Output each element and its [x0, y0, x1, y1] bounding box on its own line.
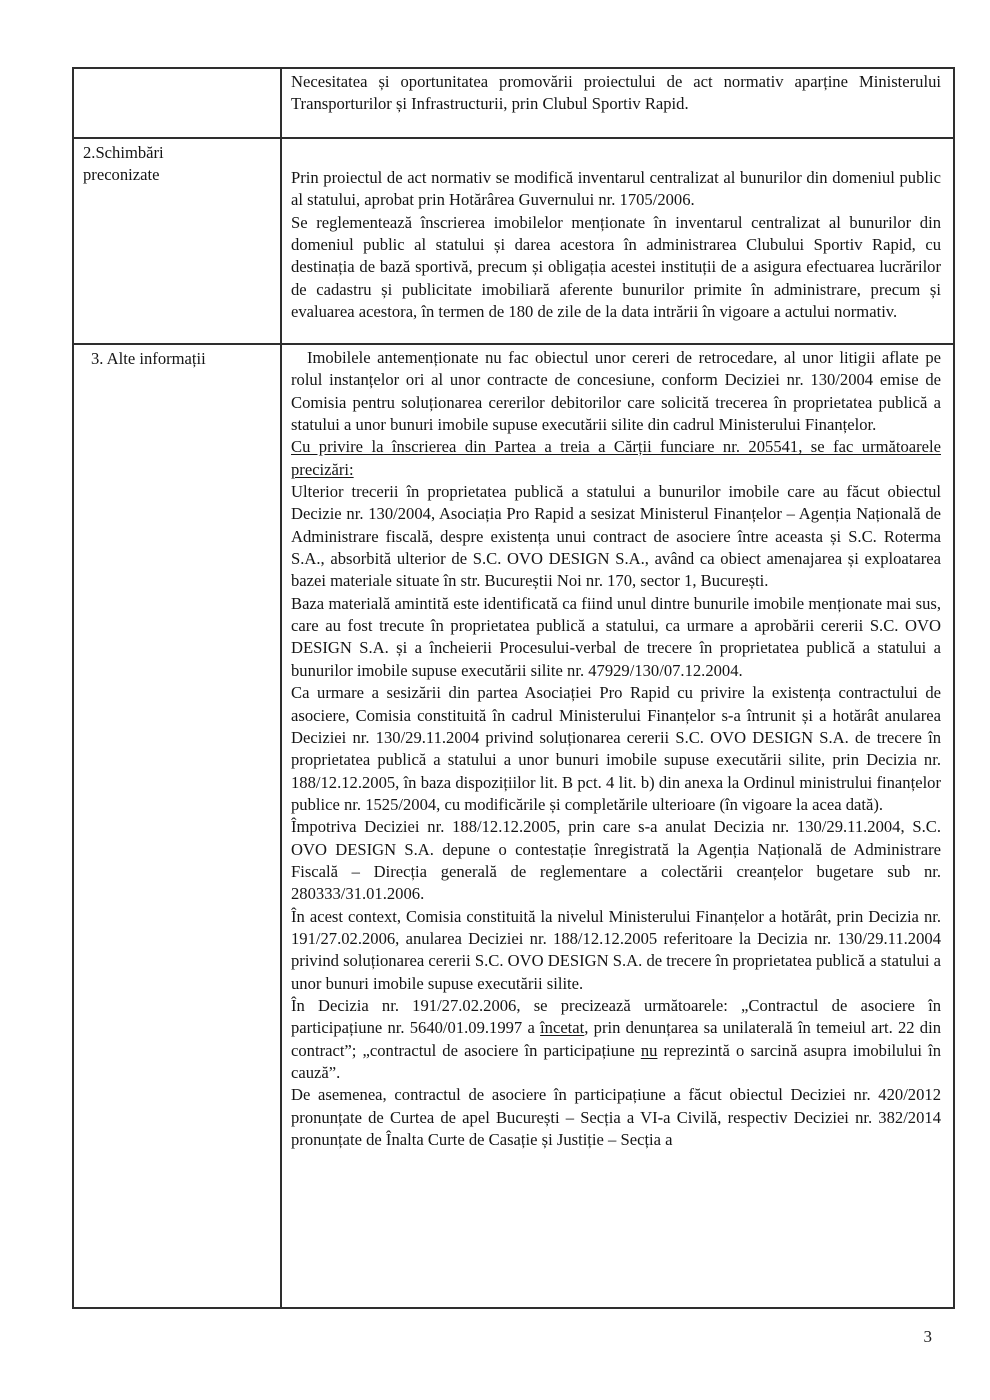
paragraph: Împotriva Deciziei nr. 188/12.12.2005, prin care s-a anulat Decizia nr. 130/29.11.2004, S.C. OVO DESIGN S.A. depune o contestație înregistrată la Agenția Națională de Administrare Fiscală – Direcția generală de reglementare a colectării creanțelor bugetare sub nr. 280333/31.01.2006. — [291, 817, 941, 904]
paragraph: Se reglementează înscrierea imobilelor menționate în inventarul centralizat al bunurilor din domeniul public al statului și darea acestora în administrarea Clubului Sportiv Rapid, cu destinația de bază sportivă, precum și obligația acestei instituții de a asigura efectuarea lucrărilor de cadastru și publicitate imobiliară aferente bunurilor primite în administrare, precum și evaluarea acestora, în termen de 180 de zile de la data intrării în vigoare a actului normativ. — [291, 212, 941, 322]
paragraph: Cu privire la înscrierea din Partea a treia a Cărții funciare nr. 205541, se fac următoarele precizări: — [291, 437, 941, 479]
paragraph: Ca urmare a sesizării din partea Asociației Pro Rapid cu privire la existența contractului de asociere, Comisia constituită în cadrul Ministerului Finanțelor s-a întrunit și a hotărât anularea Deciziei nr. 130/29.11.2004 privind soluționarea cererii S.C. OVO DESIGN S.A. de trecere în proprietatea publică a statului a unor bunuri imobile supuse executării silite, prin Decizia nr. 188/12.12.2005, în baza dispozițiilor lit. B pct. 4 lit. b) din anexa la Ordinul ministrului finanțelor publice nr. 1525/2004, cu modificările și completările ulterioare (în vigoare la acea dată). — [291, 683, 941, 814]
paragraph: Baza materială amintită este identificată ca fiind unul dintre bunurile imobile menționate mai sus, care au fost trecute în proprietatea publică a statului, ca urmare a aprobării cererii S.C. OVO DESIGN S.A. și a încheierii Procesului-verbal de trecere în proprietatea publică a statului a bunurilor imobile supuse executării silite nr. 47929/130/07.12.2004. — [291, 593, 941, 680]
paragraph — [291, 995, 941, 1084]
paragraph: În acest context, Comisia constituită la nivelul Ministerului Finanțelor a hotărât, prin Decizia nr. 191/27.02.2006, anularea Deciziei nr. 188/12.12.2005 referitoare la Decizia nr. 130/29.11.2004 privind soluționarea cererii S.C. OVO DESIGN S.A. de trecere în proprietatea publică a statului a unor bunuri imobile supuse executării silite. — [291, 906, 941, 993]
paragraph: De asemenea, contractul de asociere în participațiune a făcut obiectul Deciziei nr. 420/2012 pronunțate de Curtea de apel București – Secția a VI-a Civilă, respectiv Deciziei nr. 382/2014 pronunțate de Înalta Curte de Casație și Justiție – Secția a — [291, 1085, 941, 1150]
row-label-cell — [73, 344, 281, 1308]
text-segment: reprezintă o sarcină asupra imobilului în cauză”. — [291, 1040, 941, 1082]
row-content-cell — [281, 68, 954, 138]
paragraph: Ulterior trecerii în proprietatea publică a statului a bunurilor imobile care au făcut obiectul Decizie nr. 130/2004, Asociația Pro Rapid a sesizat Ministerul Finanțelor – Agenția Națională de Administrare fiscală, despre existența unui contract de asociere între aceasta și S.C. Roterma S.A., absorbită ulterior de S.C. OVO DESIGN S.A., având ca obiect amenajarea și exploatarea bazei materiale situate în str. Bucureștii Noi nr. 170, sector 1, București. — [291, 482, 941, 591]
underlined-text: nu — [640, 1040, 658, 1060]
row-label-line: 3. Alte informații — [91, 349, 206, 368]
underlined-text: încetat — [540, 1018, 585, 1038]
row-label-cell — [73, 138, 281, 344]
paragraph: Imobilele antemenționate nu fac obiectul unor cereri de retrocedare, al unor litigii aflate pe rolul instanțelor ori al unor contracte de concesiune, conform Deciziei nr. 130/2004 emise de Comisia pentru soluționarea cererilor debitorilor care solicită trecerea în proprietatea publică a statului a unor bunuri imobile supuse executării silite din cadrul Ministerului Finanțelor. — [291, 348, 941, 435]
row-label-line: preconizate — [83, 165, 160, 185]
document-table — [72, 67, 955, 1309]
paragraph: Prin proiectul de act normativ se modifică inventarul centralizat al bunurilor din domeniul public al statului, aprobat prin Hotărârea Guvernului nr. 1705/2006. — [291, 168, 941, 210]
table-row — [73, 68, 954, 138]
row-content-cell — [281, 138, 954, 344]
text-segment: În Decizia nr. 191/27.02.2006, se precizează următoarele: „Contractul de asociere în participațiune nr. 5640/01.09.1997 a — [291, 995, 941, 1038]
row-label-line: 2.Schimbări — [83, 143, 164, 162]
text-segment: , prin denunțarea sa unilaterală în temeiul art. 22 din contract”; „contractul de asociere în participațiune — [291, 1018, 941, 1060]
page-number: 3 — [923, 1327, 932, 1346]
table-row — [73, 138, 954, 344]
row-label-cell — [73, 68, 281, 138]
table-row — [73, 344, 954, 1308]
document-table-body — [73, 68, 954, 1308]
row-content-cell — [281, 344, 954, 1308]
paragraph: Necesitatea și oportunitatea promovării proiectului de act normativ aparține Ministerului Transporturilor și Infrastructurii, prin Clubul Sportiv Rapid. — [291, 72, 941, 114]
